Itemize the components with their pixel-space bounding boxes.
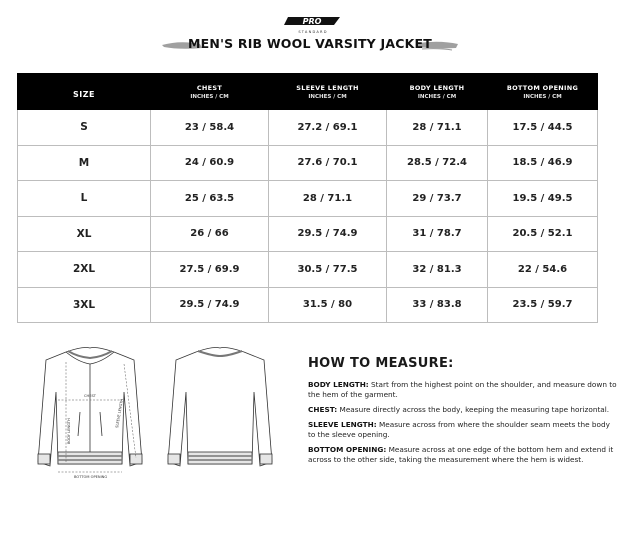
bottom-cell: 20.5 / 52.1 <box>488 216 598 252</box>
bottom-opening-label: BOTTOM OPENING <box>74 475 108 479</box>
header-body <box>387 74 488 110</box>
jacket-illustration <box>18 340 288 500</box>
header-bottom-unit: INCHES / CM <box>523 93 562 100</box>
instruction-text: Start from the highest point on the shoulder, and measure down to the hem of the garment. <box>308 380 617 399</box>
instruction-chest <box>308 405 618 415</box>
size-chart-table <box>17 73 598 323</box>
instruction-term: BODY LENGTH: <box>308 380 369 389</box>
page-title: MEN'S RIB WOOL VARSITY JACKET <box>188 36 432 51</box>
header-body-label: BODY LENGTH <box>409 83 465 92</box>
header-chest <box>151 74 269 110</box>
size-cell: L <box>18 181 151 217</box>
header-chest-unit: INCHES / CM <box>190 93 229 100</box>
header-bottom-label: BOTTOM OPENING <box>506 83 579 92</box>
header-size-label: SIZE <box>72 90 95 99</box>
chest-label: CHEST <box>84 394 96 398</box>
title-banner <box>160 34 460 56</box>
instruction-term: SLEEVE LENGTH: <box>308 420 377 429</box>
header-sleeve-label: SLEEVE LENGTH <box>296 83 359 92</box>
size-cell: 2XL <box>18 252 151 288</box>
instruction-term: BOTTOM OPENING: <box>308 445 387 454</box>
sleeve-cell: 27.6 / 70.1 <box>269 145 387 181</box>
size-cell: XL <box>18 216 151 252</box>
table-row <box>18 181 598 217</box>
body-cell: 32 / 81.3 <box>387 252 488 288</box>
logo-subtext: STANDARD <box>298 30 328 34</box>
chest-cell: 27.5 / 69.9 <box>151 252 269 288</box>
chest-cell: 25 / 63.5 <box>151 181 269 217</box>
header-chest-label: CHEST <box>196 83 223 92</box>
sleeve-cell: 27.2 / 69.1 <box>269 110 387 146</box>
table-row <box>18 145 598 181</box>
instruction-sleeve-length <box>308 420 618 440</box>
table-row <box>18 287 598 323</box>
sleeve-cell: 28 / 71.1 <box>269 181 387 217</box>
sleeve-cell: 29.5 / 74.9 <box>269 216 387 252</box>
body-cell: 28.5 / 72.4 <box>387 145 488 181</box>
brand-logo <box>282 14 344 36</box>
bottom-cell: 19.5 / 49.5 <box>488 181 598 217</box>
table-row <box>18 110 598 146</box>
header-body-unit: INCHES / CM <box>417 93 457 100</box>
body-cell: 29 / 73.7 <box>387 181 488 217</box>
chest-cell: 26 / 66 <box>151 216 269 252</box>
bottom-cell: 22 / 54.6 <box>488 252 598 288</box>
header-sleeve <box>269 74 387 110</box>
header-bottom <box>488 74 598 110</box>
chest-cell: 23 / 58.4 <box>151 110 269 146</box>
instruction-text: Measure across from where the shoulder seam meets the body to the sleeve opening. <box>308 420 610 439</box>
body-cell: 28 / 71.1 <box>387 110 488 146</box>
table-row <box>18 252 598 288</box>
chest-cell: 29.5 / 74.9 <box>151 287 269 323</box>
header-sleeve-unit: INCHES / CM <box>308 93 347 100</box>
instruction-bottom-opening <box>308 445 618 465</box>
size-cell: 3XL <box>18 287 151 323</box>
body-cell: 33 / 83.8 <box>387 287 488 323</box>
instruction-body-length <box>308 380 618 400</box>
instruction-text: Measure directly across the body, keeping the measuring tape horizontal. <box>337 405 610 414</box>
sleeve-cell: 30.5 / 77.5 <box>269 252 387 288</box>
logo-text: PRO <box>302 17 322 26</box>
pro-standard-logo-icon <box>282 14 344 36</box>
chest-cell: 24 / 60.9 <box>151 145 269 181</box>
bottom-cell: 18.5 / 46.9 <box>488 145 598 181</box>
size-cell: M <box>18 145 151 181</box>
how-to-measure-section <box>308 356 618 470</box>
sleeve-cell: 31.5 / 80 <box>269 287 387 323</box>
body-length-label: BODY LENGTH <box>67 418 71 444</box>
bottom-cell: 23.5 / 59.7 <box>488 287 598 323</box>
table-row <box>18 216 598 252</box>
size-cell: S <box>18 110 151 146</box>
table-header-row <box>18 74 598 110</box>
instruction-text: Measure across at one edge of the bottom hem and extend it across to the other side, taking the measurement where the hem is widest. <box>308 445 614 464</box>
sleeve-length-label: SLEEVE LENGTH <box>115 398 125 429</box>
how-to-measure-title: HOW TO MEASURE: <box>308 356 454 371</box>
header-size <box>18 74 151 110</box>
bottom-cell: 17.5 / 44.5 <box>488 110 598 146</box>
jacket-front-back-icon <box>18 340 288 500</box>
instruction-term: CHEST: <box>308 405 338 414</box>
body-cell: 31 / 78.7 <box>387 216 488 252</box>
